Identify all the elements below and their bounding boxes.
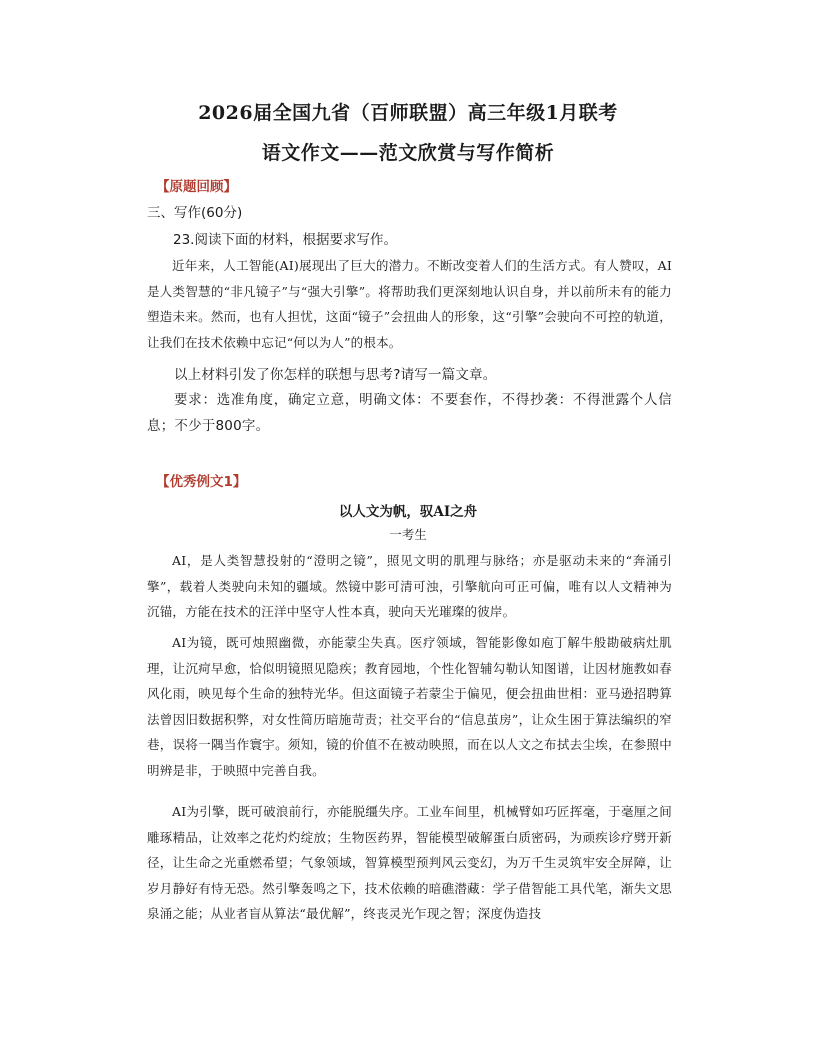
essay-paragraph: AI为镜，既可烛照幽微，亦能蒙尘失真。医疗领域，智能影像如庖丁解牛般勘破病灶肌理，让沉疴早愈，恰似明镜照见隐疾；教育园地，个性化智辅勾勒认知图谱，让因材施教如春风化雨，映见每个生命的独特光华。但这面镜子若蒙尘于偏见，便会扭曲世相：亚马逊招聘算法曾因旧数据积弊，对女性简历暗施苛责；社交平台的“信息茧房”，让众生困于算法编织的窄巷，误将一隅当作寰宇。须知，镜的价值不在被动映照，而在以人文之布拭去尘埃，在参照中明辨是非，于映照中完善自我。 — [147, 635, 672, 778]
essay-title: 以人文为帆，驭AI之舟 — [338, 504, 478, 520]
essay-paragraph: AI，是人类智慧投射的“澄明之镜”，照见文明的肌理与脉络；亦是驱动未来的“奔涌引擎”，载着人类驶向未知的疆域。然镜中影可清可浊，引擎航向可正可偏，唯有以人文精神为沉锚，方能在技术的汪洋中坚守人性本真，驶向天光璀璨的彼岸。 — [147, 553, 672, 619]
material-paragraph: 近年来，人工智能(AI)展现出了巨大的潜力。不断改变着人们的生活方式。有人赞叹，AI是人类智慧的“非凡镜子”与“强大引擎”。将帮助我们更深刻地认识自身，并以前所未有的能力塑造未来。然而，也有人担忧，这面“镜子”会扭曲人的形象，这“引擎”会驶向不可控的轨道，让我们在技术依赖中忘记“何以为人”的根本。 — [147, 258, 672, 350]
document-subtitle: 语文作文——范文欣赏与写作简析 — [261, 142, 555, 164]
example-tag: 【优秀例文1】 — [156, 474, 247, 490]
requirement-text: 要求：选准角度，确定立意，明确文体：不要套作，不得抄袭：不得泄露个人信息；不少于800字。 — [147, 392, 672, 434]
review-tag: 【原题回顾】 — [156, 179, 237, 195]
essay-author: 一考生 — [389, 527, 427, 542]
section-heading: 三、写作(60分) — [147, 205, 243, 221]
prompt-text: 以上材料引发了你怎样的联想与思考?请写一篇文章。 — [174, 367, 497, 383]
document-title: 2026届全国九省（百师联盟）高三年级1月联考 — [198, 102, 618, 124]
question-text: 23.阅读下面的材料，根据要求写作。 — [173, 232, 397, 248]
essay-paragraph: AI为引擎，既可破浪前行，亦能脱缰失序。工业车间里，机械臂如巧匠挥毫，于毫厘之间雕琢精品，让效率之花灼灼绽放；生物医药界，智能模型破解蛋白质密码，为顽疾诊疗劈开新径，让生命之光重燃希望；气象领域，智算模型预判风云变幻，为万千生灵筑牢安全屏障，让岁月静好有恃无恐。然引擎轰鸣之下，技术依赖的暗礁潜藏：学子借智能工具代笔，渐失文思泉涌之能；从业者盲从算法“最优解”，终丧灵光乍现之智；深度伪造技 — [147, 804, 672, 921]
